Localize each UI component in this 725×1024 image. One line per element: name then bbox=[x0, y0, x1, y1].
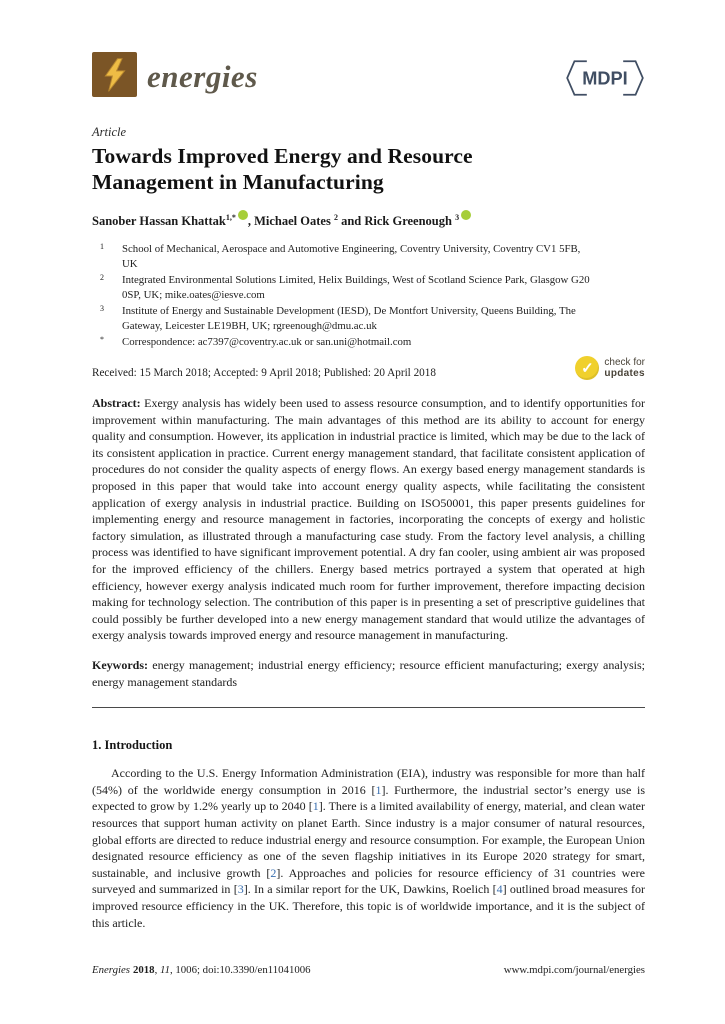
orcid-icon[interactable] bbox=[238, 210, 248, 220]
check-icon: ✓ bbox=[575, 356, 599, 380]
footer-doi: , 1006; doi:10.3390/en11041006 bbox=[169, 964, 311, 976]
affiliation-text: Integrated Environmental Solutions Limited, Helix Buildings, West of Scotland Science Park, Glasgow G20 0SP, UK; mike.oates@iesve.com bbox=[122, 273, 590, 302]
keywords-label: Keywords: bbox=[92, 658, 148, 672]
affiliation-text: School of Mechanical, Aerospace and Automotive Engineering, Coventry University, Coventry CV1 5FB, UK bbox=[122, 242, 581, 271]
citation-ref[interactable]: 4 bbox=[496, 882, 503, 897]
author-name: Sanober Hassan Khattak bbox=[92, 214, 226, 229]
correspondence-marker: * bbox=[100, 334, 104, 344]
author-name: Michael Oates bbox=[254, 214, 331, 229]
abstract-label: Abstract: bbox=[92, 396, 141, 411]
author-conjunction: and bbox=[337, 214, 365, 229]
paragraph-text: ]. In a similar report for the UK, Dawkins, Roelich [ bbox=[243, 882, 497, 897]
lightning-bolt-icon bbox=[92, 52, 137, 97]
article-type-label: Article bbox=[92, 125, 127, 139]
introduction-paragraph bbox=[92, 765, 645, 931]
orcid-icon[interactable] bbox=[461, 210, 471, 220]
paragraph-text: ]. Furthermore, the industrial sector’s energy use is expected to grow by 1.2% yearly up to 2040 [ bbox=[92, 782, 645, 814]
mdpi-logo bbox=[565, 58, 645, 103]
citation-ref[interactable]: 1 bbox=[312, 799, 319, 814]
footer-journal-name: Energies bbox=[92, 964, 130, 976]
paragraph-text: ] outlined broad measures for improved resource efficiency in the UK. Therefore, this topic is of worldwide importance, and it is the subject of this article. bbox=[92, 882, 646, 930]
correspondence-text: Correspondence: ac7397@coventry.ac.uk or san.uni@hotmail.com bbox=[122, 335, 412, 348]
affiliation-marker: 2 bbox=[100, 272, 104, 282]
author-affiliation-marker: 3 bbox=[455, 213, 460, 223]
affiliations-list bbox=[92, 242, 645, 351]
page-header bbox=[92, 52, 645, 103]
affiliation-text: Institute of Energy and Sustainable Development (IESD), De Montfort University, Queens Building, The Gateway, Leicester LE19BH, UK; rgreenough@dmu.ac.uk bbox=[122, 304, 576, 333]
badge-line1: check for bbox=[604, 357, 645, 369]
author-name: Rick Greenough bbox=[364, 214, 452, 229]
section-heading-introduction: 1. Introduction bbox=[92, 738, 173, 753]
footer-volume: 11 bbox=[159, 964, 170, 976]
journal-url[interactable]: www.mdpi.com/journal/energies bbox=[503, 964, 645, 976]
paragraph-text: According to the U.S. Energy Information Administration (EIA), industry was responsible for more than half (54%) of the worldwide energy consumption in 2016 [ bbox=[92, 766, 645, 797]
correspondence-item bbox=[92, 335, 645, 351]
affiliation-item bbox=[92, 304, 645, 335]
paper-title: Towards Improved Energy and Resource Management in Manufacturing bbox=[92, 144, 473, 195]
section-divider bbox=[92, 707, 645, 708]
received-accepted-published: Received: 15 March 2018; Accepted: 9 April 2018; Published: 20 April 2018 bbox=[92, 367, 436, 380]
abstract-text: Exergy analysis has widely been used to assess resource consumption, and to identify opportunities for improvement within manufacturing. The main advantages of this method are its ability to account for energy quality and consumption. However, its application in industrial practice is limited, which may be due to the lack of its consistent application in practice. Current energy management standard, that facilitate consistent application of procedures do not consider the quality aspects of energy flows. An exergy based energy management standards is proposed in this paper that would take into account energy quality aspects, while facilitating the consistent application of exergy analysis in industrial practice. Building on ISO50001, this paper presents guidelines for implementing energy and resource management in factories, incorporating the concepts of exergy and holistic factory simulation, as illustrated through a manufacturing case study. From the factory level analysis, a chilling process was identified to have significant improvement potential. A dry fan cooler, using ambient air was proposed for the improved efficiency of the chillers. Energy based metrics portrayed a system that operated at high efficiency, however exergy analysis indicated much room for further improvement, therefore impacting decision making for technology selection. The contribution of this paper is in presenting a set of prescriptive guidelines that could possibly be further developed into a new energy management standard that would utilize the advantages of exergy analysis towards improved energy and resource management in manufacturing. bbox=[92, 396, 645, 643]
affiliation-marker: 1 bbox=[100, 241, 104, 251]
journal-name: energies bbox=[147, 59, 258, 94]
author-affiliation-marker: 2 bbox=[333, 213, 338, 223]
affiliation-item bbox=[92, 273, 645, 304]
affiliation-item bbox=[92, 242, 645, 273]
abstract bbox=[92, 395, 645, 644]
author-separator: , bbox=[247, 214, 255, 229]
citation-ref[interactable]: 1 bbox=[375, 782, 382, 797]
footer-year: 2018 bbox=[132, 964, 155, 976]
citation-ref[interactable]: 3 bbox=[237, 882, 244, 897]
keywords bbox=[92, 657, 645, 690]
journal-logo bbox=[92, 52, 258, 97]
mdpi-logo-text: MDPI bbox=[582, 68, 628, 89]
keywords-text: energy management; industrial energy efficiency; resource efficient manufacturing; exergy analysis; energy management standards bbox=[92, 658, 645, 689]
dates-row bbox=[92, 357, 645, 380]
footer-separator: , bbox=[154, 964, 160, 976]
citation-ref[interactable]: 2 bbox=[270, 865, 277, 880]
page-footer bbox=[92, 964, 645, 976]
author-affiliation-marker: 1,* bbox=[225, 213, 236, 223]
check-for-updates-badge[interactable] bbox=[575, 356, 645, 380]
affiliation-marker: 3 bbox=[100, 303, 104, 313]
paragraph-text: ]. There is a limited availability of energy, material, and clean water resources that support human activity on planet Earth. Since industry is a major consumer of natural resources, global efforts are directed to reduce industrial energy and resource consumption. For example, the European Union designated resource efficiency as one of the seven flagship initiatives in its Europe 2020 strategy for smart, sustainable, and inclusive growth [ bbox=[92, 799, 646, 880]
badge-line2: updates bbox=[604, 368, 645, 380]
citation-footer bbox=[92, 964, 311, 976]
paragraph-text: ]. Approaches and policies for resource efficiency of 31 countries were surveyed and summarized in [ bbox=[92, 865, 645, 897]
author-line bbox=[92, 210, 645, 229]
